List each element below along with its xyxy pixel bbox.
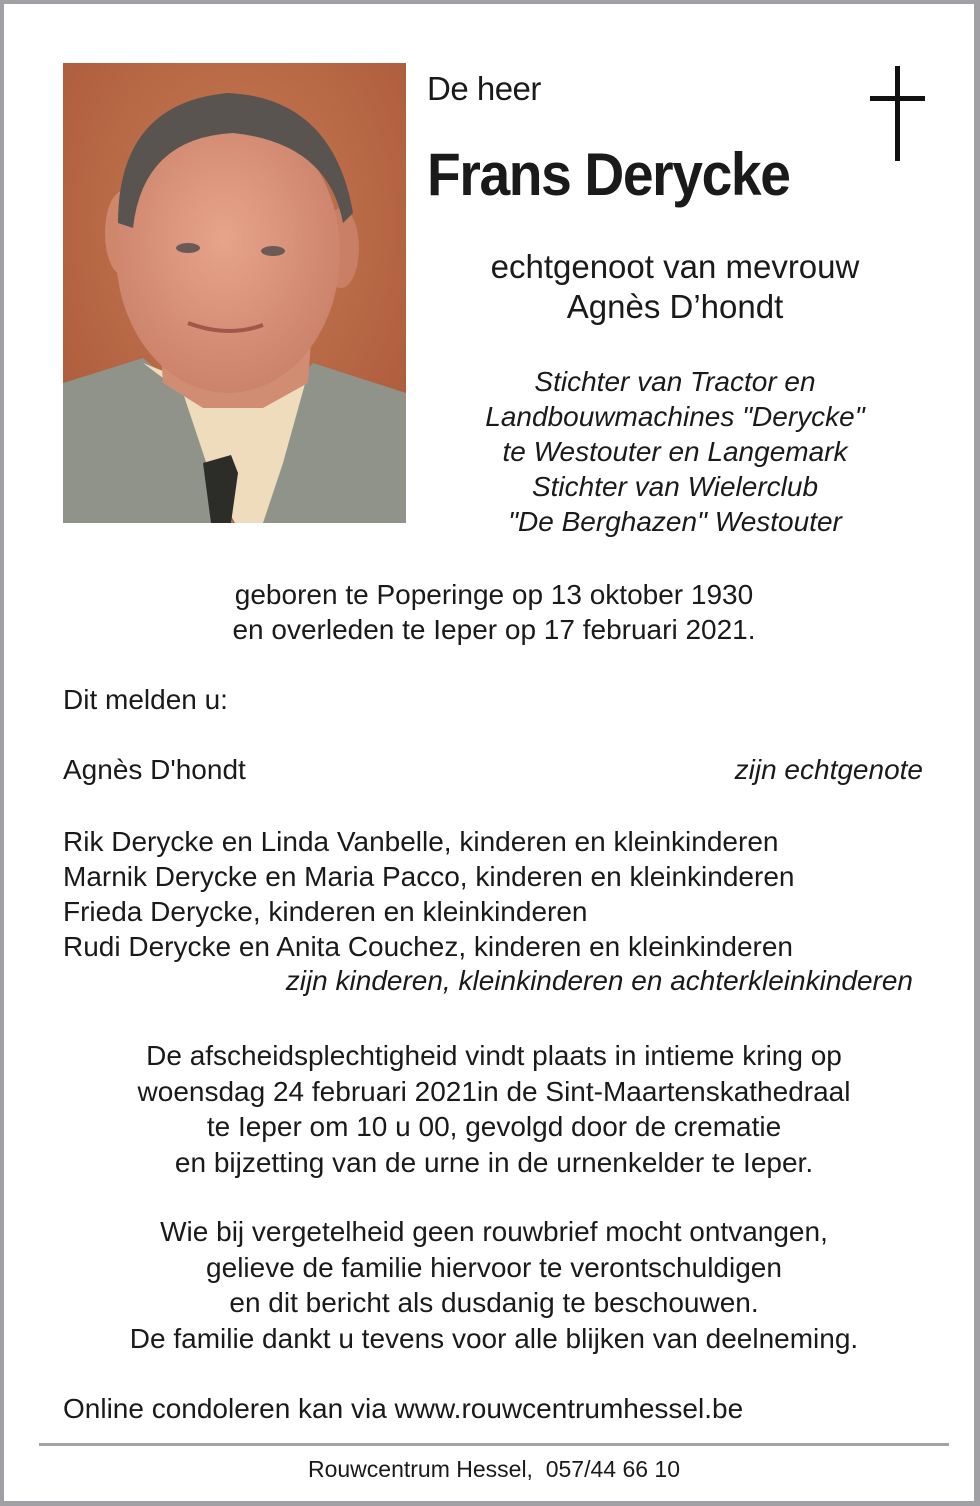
family-item: Rudi Derycke en Anita Couchez, kinderen en kleinkinderen xyxy=(63,931,793,962)
ceremony-line: en bijzetting van de urne in de urnenkelder te Ieper. xyxy=(174,1146,814,1178)
spouse-role: zijn echtgenote xyxy=(734,754,923,785)
ceremony-block xyxy=(64,1038,924,1180)
founder-line: te Westouter en Langemark xyxy=(502,436,848,467)
founder-line: Stichter van Tractor en xyxy=(534,366,816,397)
notice-line: en dit bericht als dusdanig te beschouwen. xyxy=(229,1287,759,1318)
ceremony-line: te Ieper om 10 u 00, gevolgd door de crematie xyxy=(206,1111,782,1142)
family-item: Rik Derycke en Linda Vanbelle, kinderen en kleinkinderen xyxy=(63,826,779,857)
spouse-line-2: Agnès D’hondt xyxy=(566,288,784,325)
notice-line: De familie dankt u tevens voor alle blijken van deelneming. xyxy=(129,1322,859,1354)
salutation: De heer xyxy=(427,70,541,107)
online-condolence xyxy=(63,1393,743,1425)
life-dates xyxy=(124,577,864,647)
ceremony-line: woensdag 24 februari 2021in de Sint-Maartenskathedraal xyxy=(137,1075,851,1107)
ceremony-line: De afscheidsplechtigheid vindt plaats in intieme kring op xyxy=(146,1040,842,1071)
founder-line: Landbouwmachines "Derycke" xyxy=(485,401,865,432)
spouse-line-1: echtgenoot van mevrouw xyxy=(490,248,860,285)
founder-block xyxy=(444,364,906,539)
condolence-url[interactable]: www.rouwcentrumhessel.be xyxy=(394,1393,744,1424)
family-item: Marnik Derycke en Maria Pacco, kinderen en kleinkinderen xyxy=(63,861,795,892)
footer-divider xyxy=(39,1443,949,1446)
family-role: zijn kinderen, kleinkinderen en achterkleinkinderen xyxy=(285,965,913,996)
founder-line: Stichter van Wielerclub xyxy=(531,471,819,502)
notice-line: Wie bij vergetelheid geen rouwbrief mocht ontvangen, xyxy=(160,1216,828,1247)
family-item: Frieda Derycke, kinderen en kleinkinderen xyxy=(63,896,588,927)
announcement-intro: Dit melden u: xyxy=(63,684,228,715)
deceased-name: Frans Derycke xyxy=(427,141,790,208)
death-line: en overleden te Ieper op 17 februari 2021. xyxy=(232,614,756,645)
notice-block xyxy=(64,1214,924,1356)
spouse-name: Agnès D'hondt xyxy=(63,754,246,785)
online-prefix: Online condoleren kan via xyxy=(63,1393,395,1424)
spouse-block xyxy=(444,247,906,327)
family-list xyxy=(63,824,794,964)
portrait-photo xyxy=(63,63,406,523)
founder-line: "De Berghazen" Westouter xyxy=(508,506,842,537)
birth-line: geboren te Poperinge op 13 oktober 1930 xyxy=(234,579,754,610)
notice-line: gelieve de familie hiervoor te verontschuldigen xyxy=(206,1251,782,1283)
obituary-card xyxy=(4,4,974,1501)
footer-contact: Rouwcentrum Hessel, 057/44 66 10 xyxy=(307,1456,681,1482)
